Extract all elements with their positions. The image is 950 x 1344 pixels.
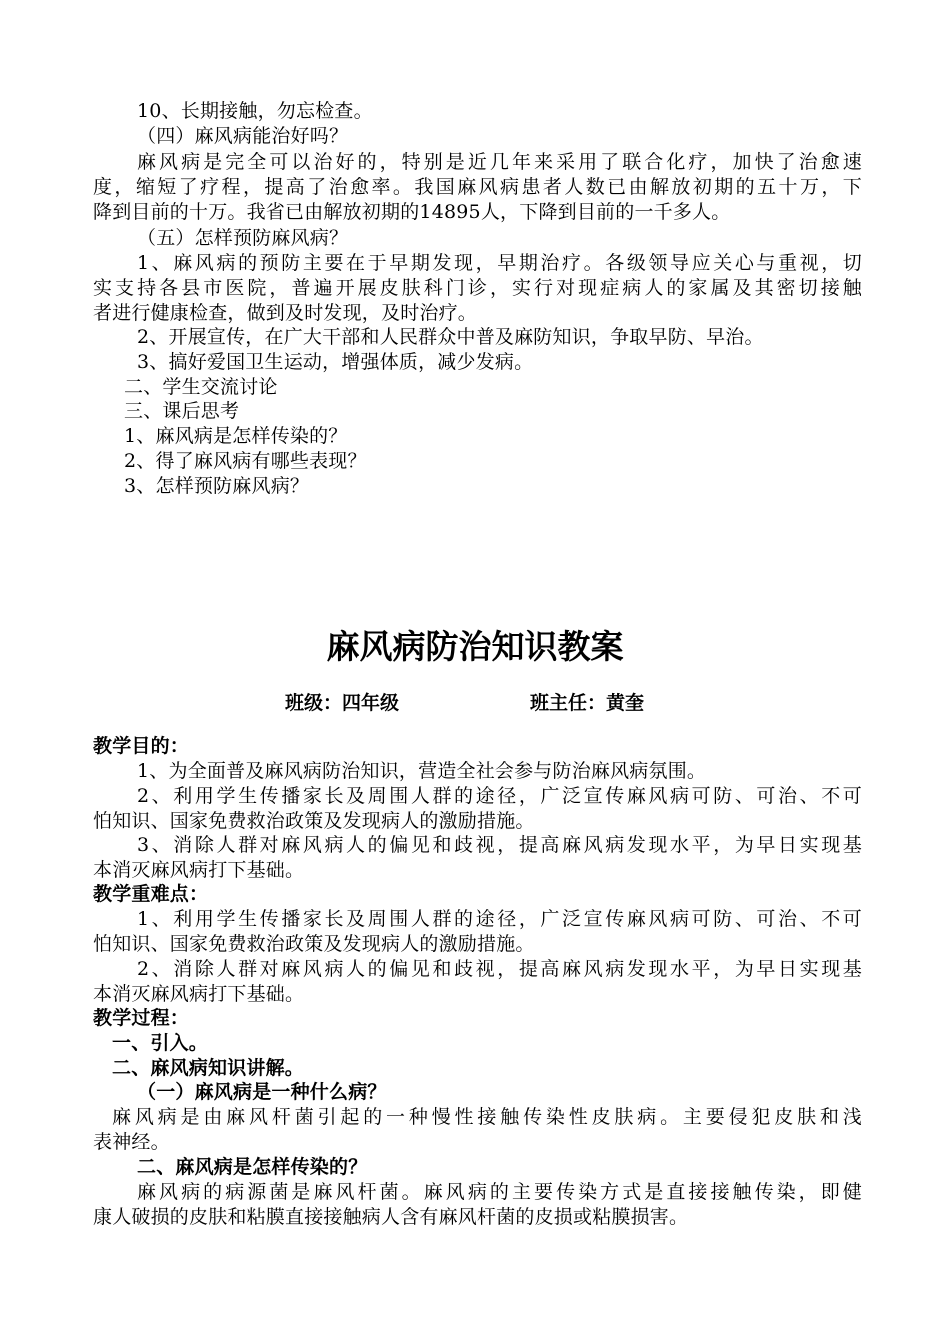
question-heading: （一）麻风病是一种什么病？	[137, 1081, 387, 1103]
text-line: 3、搞好爱国卫生运动，增强体质，减少发病。	[137, 351, 534, 373]
objectives-heading: 教学目的：	[93, 735, 190, 757]
section-heading: （五）怎样预防麻风病？	[137, 227, 349, 249]
text-line: 度，缩短了疗程，提高了治愈率。我国麻风病患者人数已由解放初期的五十万，下	[93, 176, 862, 198]
question-heading: 二、麻风病是怎样传染的？	[137, 1156, 368, 1178]
text-line: 怕知识、国家免费救治政策及发现病人的激励措施。	[93, 933, 535, 955]
teacher-label: 班主任：黄奎	[530, 692, 645, 714]
class-label: 班级：四年级	[285, 692, 400, 714]
text-line: 麻风病的病源菌是麻风杆菌。麻风病的主要传染方式是直接接触传染，即健	[137, 1181, 862, 1203]
text-line: 怕知识、国家免费救治政策及发现病人的激励措施。	[93, 810, 535, 832]
text-line: 2、利用学生传播家长及周围人群的途径，广泛宣传麻风病可防、可治、不可	[137, 785, 862, 807]
text-line: 三、课后思考	[124, 400, 240, 422]
text-line: 者进行健康检查，做到及时发现，及时治疗。	[93, 302, 478, 324]
text-line: 降到目前的十万。我省已由解放初期的14895人，下降到目前的一千多人。	[93, 201, 731, 223]
text-line: 1、为全面普及麻风病防治知识，营造全社会参与防治麻风病氛围。	[137, 760, 707, 782]
text-line: 1、麻风病的预防主要在于早期发现，早期治疗。各级领导应关心与重视，切	[137, 252, 862, 274]
text-line: 3、消除人群对麻风病人的偏见和歧视，提高麻风病发现水平，为早日实现基	[137, 834, 862, 856]
text-line: 麻风病是由麻风杆菌引起的一种慢性接触传染性皮肤病。主要侵犯皮肤和浅	[112, 1106, 862, 1128]
text-line: 表神经。	[93, 1131, 170, 1153]
text-line: 二、学生交流讨论	[124, 376, 278, 398]
text-line: 10、长期接触，勿忘检查。	[137, 100, 373, 122]
step-heading: 二、麻风病知识讲解。	[112, 1057, 305, 1079]
text-line: 1、麻风病是怎样传染的？	[124, 425, 348, 447]
text-line: 麻风病是完全可以治好的，特别是近几年来采用了联合化疗，加快了治愈速	[137, 151, 862, 173]
process-heading: 教学过程：	[93, 1007, 190, 1029]
text-line: 1、利用学生传播家长及周围人群的途径，广泛宣传麻风病可防、可治、不可	[137, 908, 862, 930]
text-line: 本消灭麻风病打下基础。	[93, 983, 305, 1005]
text-line: 本消灭麻风病打下基础。	[93, 859, 305, 881]
key-points-heading: 教学重难点：	[93, 883, 209, 905]
document-title: 麻风病防治知识教案	[326, 627, 624, 666]
text-line: 2、开展宣传，在广大干部和人民群众中普及麻防知识，争取早防、早治。	[137, 326, 764, 348]
text-line: 3、怎样预防麻风病？	[124, 475, 310, 497]
step-heading: 一、引入。	[112, 1032, 209, 1054]
text-line: 2、得了麻风病有哪些表现？	[124, 450, 367, 472]
text-line: 2、消除人群对麻风病人的偏见和歧视，提高麻风病发现水平，为早日实现基	[137, 958, 862, 980]
text-line: 实支持各县市医院，普遍开展皮肤科门诊，实行对现症病人的家属及其密切接触	[93, 277, 862, 299]
text-line: 康人破损的皮肤和粘膜直接接触病人含有麻风杆菌的皮损或粘膜损害。	[93, 1206, 689, 1228]
section-heading: （四）麻风病能治好吗？	[137, 125, 349, 147]
